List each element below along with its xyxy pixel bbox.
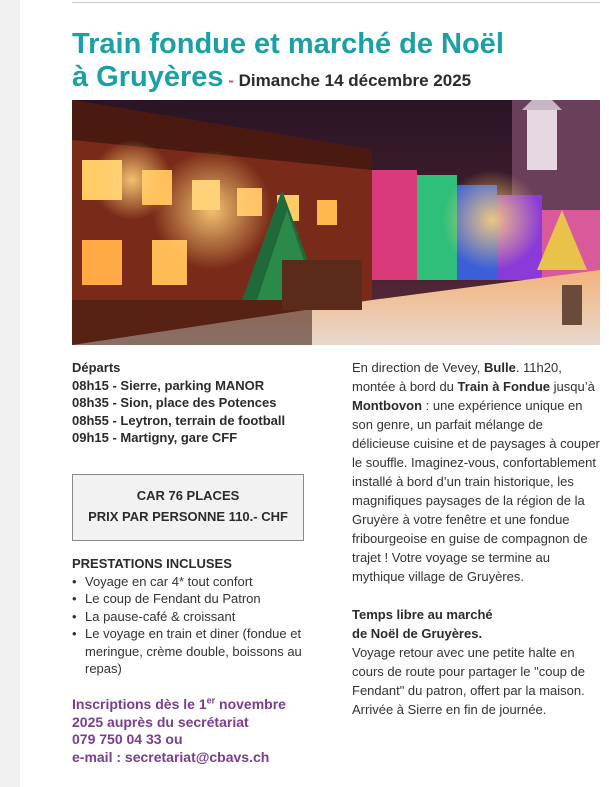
ordinal-superscript: er [206,695,216,706]
service-text: La pause-café & croissant [85,608,236,624]
place-montbovon: Montbovon [352,398,423,413]
free-time-heading-2: de Noël de Gruyères. [352,626,483,641]
trip-description [352,358,602,719]
train-name: Train à Fondue [457,379,550,394]
hero-photo-christmas-village [72,100,600,345]
top-divider [72,2,600,3]
return-trip-text: Voyage retour avec une petite halte en cours de route pour partager le "coup de Fendant" du patron, offert par la maison. [352,645,585,698]
event-date [224,71,472,90]
bullet-icon: • [72,573,77,589]
text-run: En direction de Vevey, [352,360,485,375]
service-item [72,625,342,678]
text-run: jusqu’à [550,379,595,394]
event-date-text: Dimanche 14 décembre 2025 [238,71,472,90]
bullet-icon: • [72,608,77,624]
arrival-text: Arrivée à Sierre en fin de journée. [352,702,547,717]
price-box [72,474,304,541]
price-info: PRIX PAR PERSONNE 110.- CHF [88,509,288,524]
service-text: Voyage en car 4* tout confort [85,573,253,589]
description-paragraph-1 [352,358,602,586]
text-run: : une expérience unique en son genre, un parfait mélange de délicieuse cuisine et de paysages à couper le souffle. Imaginez-vous, confortablement installé à bord d’un train historique, les magnifiques paysages de la région de la Gruyère à votre fenêtre et une fondue fribourgeoise en guise de compagnon de trajet ! Votre voyage se termine au mythique village de Gruyères. [352,398,600,584]
departure-line: 09h15 - Martigny, gare CFF [72,430,238,445]
contact-email: e-mail : secretariat@cbavs.ch [72,748,270,765]
departure-line: 08h55 - Leytron, terrain de football [72,412,286,428]
departures-title: Départs [72,360,121,375]
free-time-heading-1: Temps libre au marché [352,607,493,622]
registration-line-2: 2025 auprès du secrétariat [72,713,249,730]
service-item [72,590,342,608]
place-bulle: Bulle [484,360,516,375]
page-title [72,28,602,97]
hero-illustration [72,100,600,345]
departure-line: 08h15 - Sierre, parking MANOR [72,377,265,393]
registration-text: novembre [215,696,286,712]
title-line-2: à Gruyères [72,61,224,93]
service-item [72,573,342,591]
left-margin-strip [0,0,20,787]
service-item [72,608,342,626]
bullet-icon: • [72,626,77,641]
bullet-icon: • [72,591,77,606]
text-run: . 11h20, montée à bord du [352,360,562,394]
registration-info [72,696,344,766]
phone-number: 079 750 04 33 ou [72,731,183,747]
registration-line-1 [72,696,344,714]
title-line-1: Train fondue et marché de Noël [72,28,504,60]
seats-info: CAR 76 PLACES [136,488,240,503]
services-title: PRESTATIONS INCLUSES [72,556,232,571]
description-paragraph-2 [352,605,602,719]
departures-section [72,359,342,447]
registration-text: Inscriptions dès le 1 [72,696,207,712]
date-dash: - [223,71,239,90]
included-services [72,555,342,678]
service-text: Le coup de Fendant du Patron [85,591,261,606]
departure-line: 08h35 - Sion, place des Potences [72,395,277,410]
service-text: Le voyage en train et diner (fondue et meringue, crème double, boissons au repas) [85,626,302,676]
services-list [72,573,342,678]
